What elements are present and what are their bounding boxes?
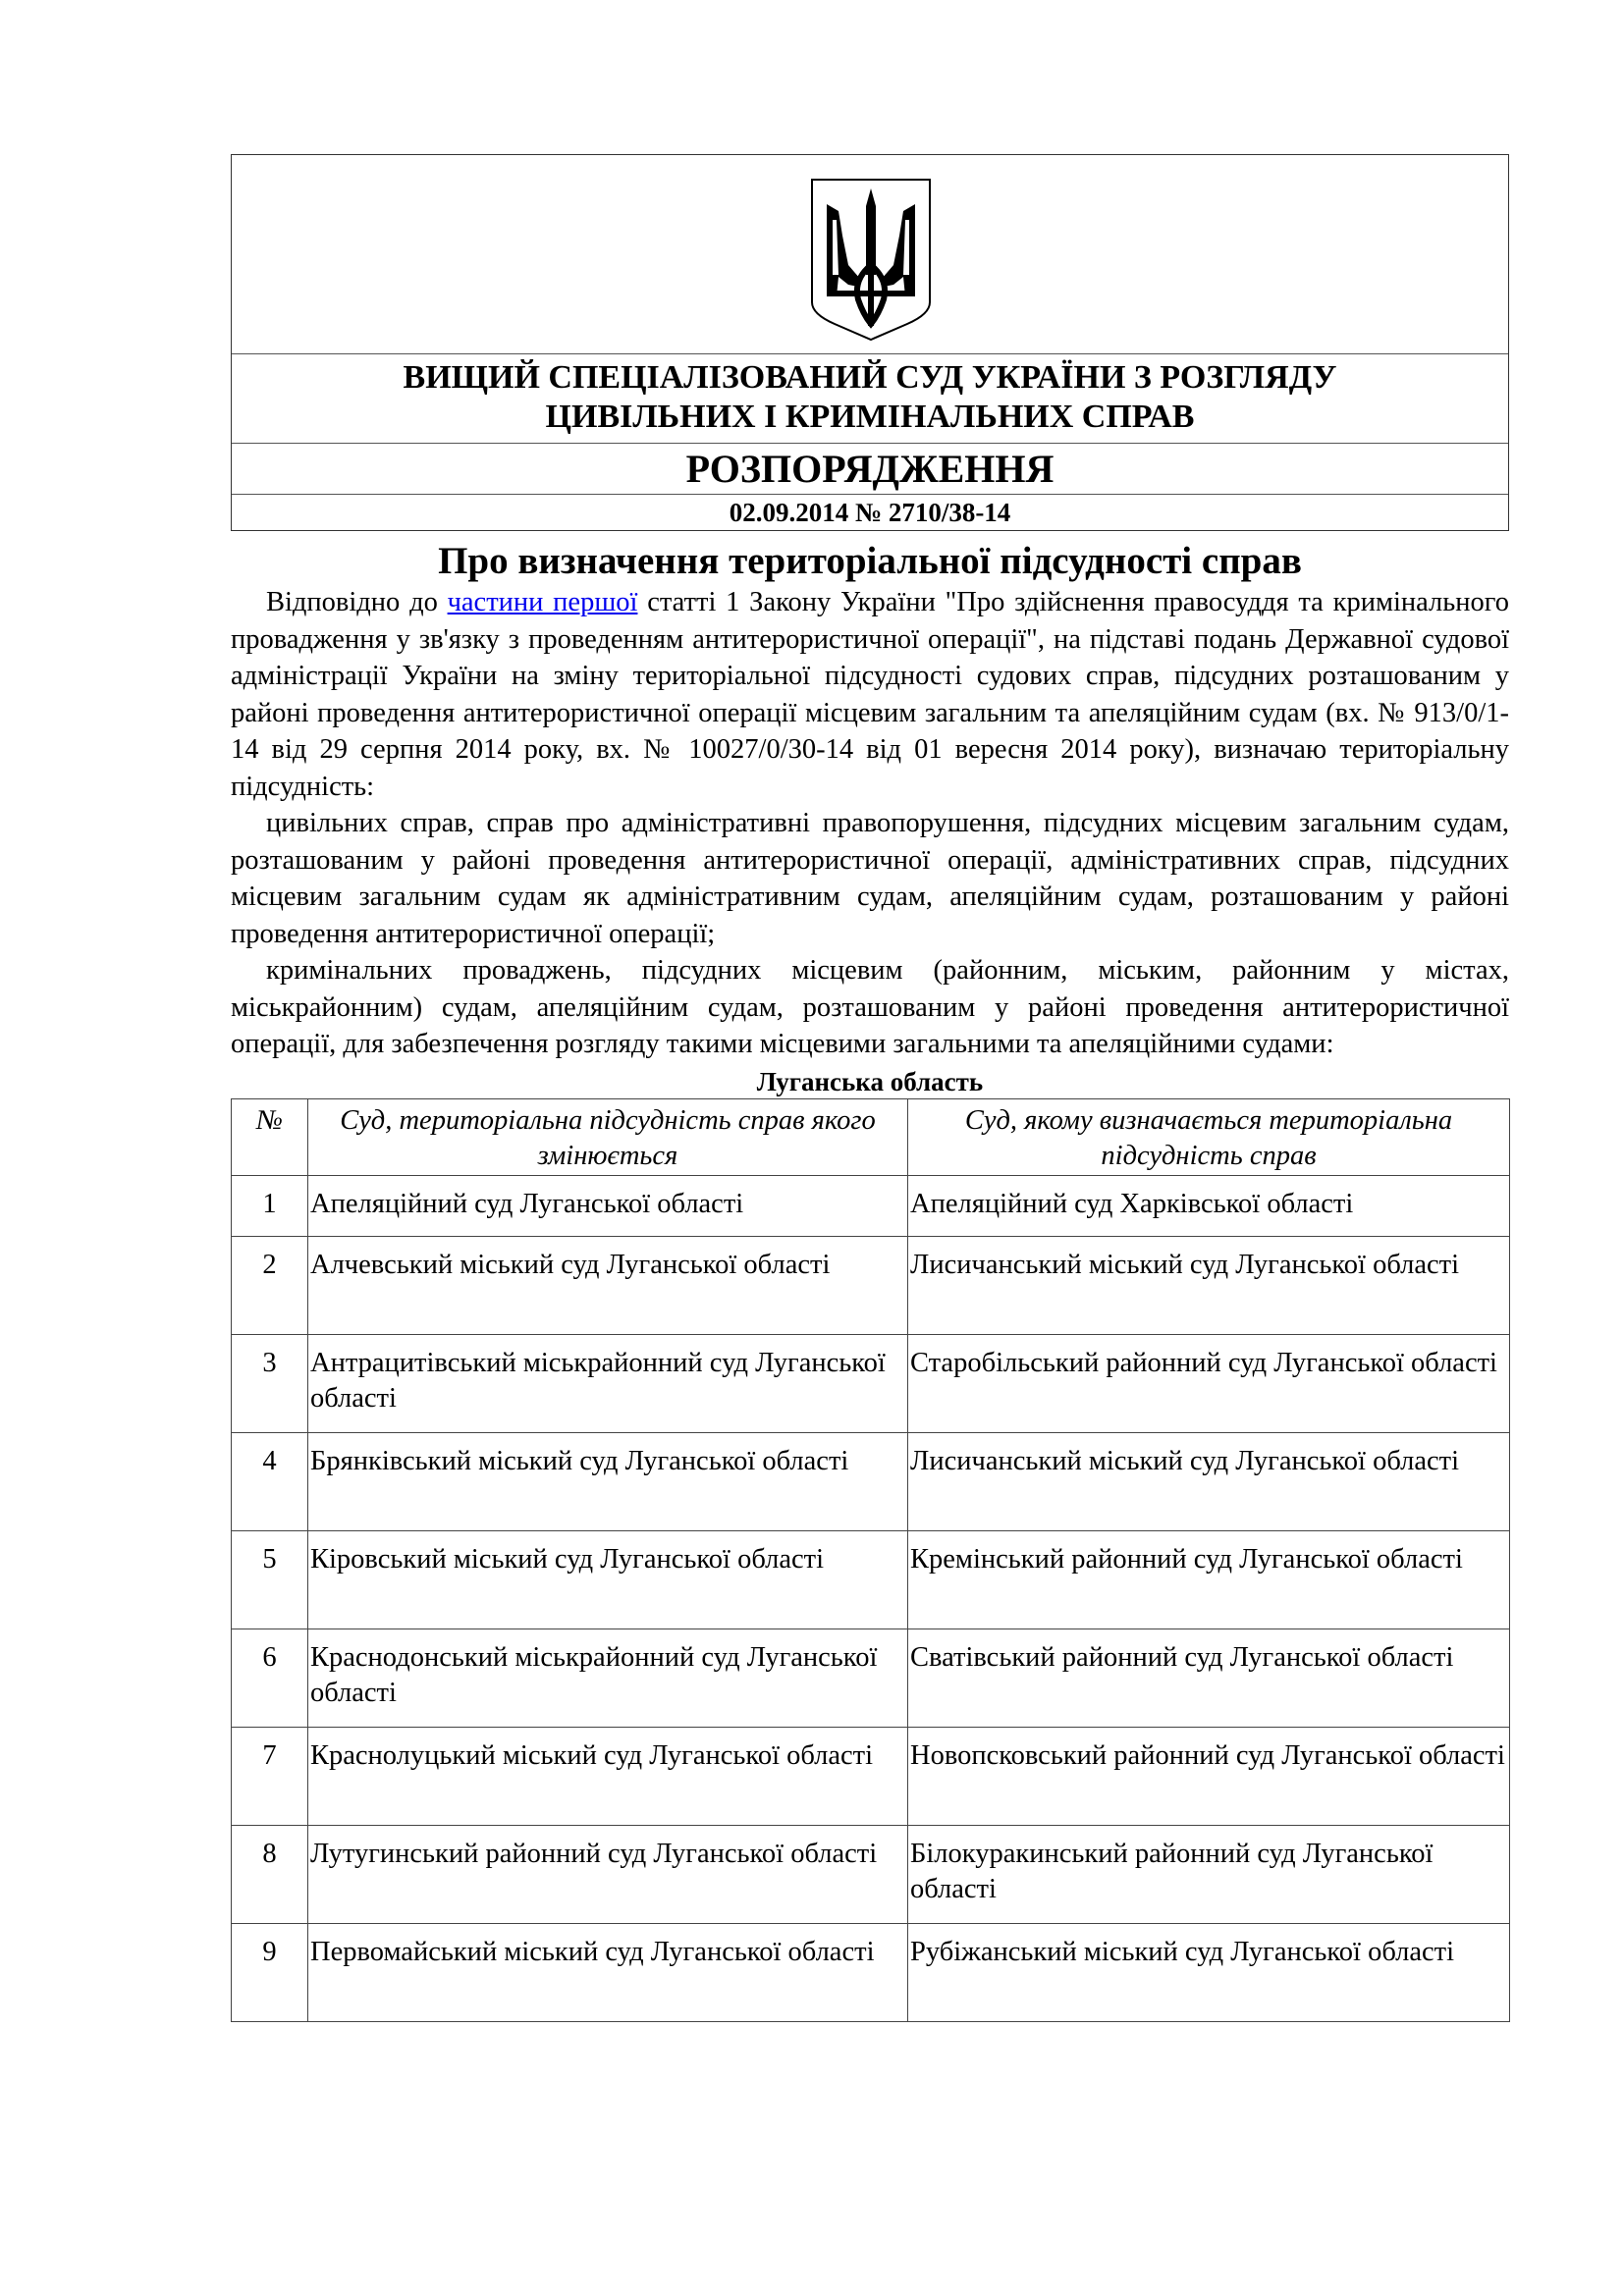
- row-number: 8: [232, 1825, 308, 1923]
- law-part-link[interactable]: частини першої: [447, 587, 638, 617]
- table-row: [232, 1432, 1510, 1530]
- court-name-line1: ВИЩИЙ СПЕЦІАЛІЗОВАНИЙ СУД УКРАЇНИ З РОЗГЛЯДУ: [403, 359, 1337, 396]
- table-row: [232, 1629, 1510, 1727]
- table-row: [232, 1236, 1510, 1334]
- to-court: Лисичанський міський суд Луганської області: [908, 1432, 1510, 1530]
- paragraph-civil-cases: цивільних справ, справ про адміністративні правопорушення, підсудних місцевим загальним судам, розташованим у районі проведення антитерористичної операції, адміністративних справ, підсудних місцевим загальним судам як адміністративним судам, апеляційним судам, розташованим у районі проведення антитерористичної операції;: [231, 808, 1509, 949]
- from-court: Апеляційний суд Луганської області: [308, 1175, 908, 1236]
- to-court: Сватівський районний суд Луганської області: [908, 1629, 1510, 1727]
- coat-of-arms-icon: [809, 177, 933, 342]
- to-court: Лисичанський міський суд Луганської області: [908, 1236, 1510, 1334]
- from-court: Брянківський міський суд Луганської області: [308, 1432, 908, 1530]
- paragraph-criminal-cases: кримінальних проваджень, підсудних місцевим (районним, міським, районним у містах, міськрайонним) судам, апеляційним судам, розташованим у районі проведення антитерористичної операції, для забезпечення розгляду такими місцевими загальними та апеляційними судами:: [231, 955, 1509, 1059]
- paragraph-preamble: [231, 584, 1509, 805]
- preamble-text-start: Відповідно до: [266, 587, 448, 617]
- jurisdiction-table: [231, 1098, 1510, 2022]
- row-number: 5: [232, 1530, 308, 1629]
- to-court: Новопсковський районний суд Луганської області: [908, 1727, 1510, 1825]
- to-court: Апеляційний суд Харківської області: [908, 1175, 1510, 1236]
- from-court: Краснодонський міськрайонний суд Луганської області: [308, 1629, 908, 1727]
- document-header-box: [231, 154, 1509, 531]
- document-title: Про визначення територіальної підсудності справ: [438, 540, 1302, 582]
- region-heading: Луганська область: [756, 1066, 984, 1096]
- from-court: Краснолуцький міський суд Луганської області: [308, 1727, 908, 1825]
- court-name-line2: ЦИВІЛЬНИХ І КРИМІНАЛЬНИХ СПРАВ: [545, 399, 1195, 435]
- from-court: Лутугинський районний суд Луганської області: [308, 1825, 908, 1923]
- table-row: [232, 1825, 1510, 1923]
- document-date-number: 02.09.2014 № 2710/38-14: [232, 494, 1508, 530]
- header-to-court: Суд, якому визначається територіальна підсудність справ: [908, 1098, 1510, 1175]
- row-number: 4: [232, 1432, 308, 1530]
- preamble-text-end: статті 1 Закону України "Про здійснення правосуддя та кримінального провадження у зв'язку з проведенням антитерористичної операції", на підставі подань Державної судової адміністрації України на зміну територіальної підсудності судових справ, підсудних розташованим у районі проведення антитерористичної операції місцевим загальним та апеляційним судам (вх. № 913/0/1-14 від 29 серпня 2014 року, вх. № 10027/0/30-14 від 01 вересня 2014 року), визначаю територіальну підсудність:: [231, 587, 1509, 802]
- to-court: Рубіжанський міський суд Луганської області: [908, 1923, 1510, 2021]
- header-number: №: [232, 1098, 308, 1175]
- from-court: Алчевський міський суд Луганської області: [308, 1236, 908, 1334]
- document-page: [231, 154, 1509, 2022]
- table-header-row: [232, 1098, 1510, 1175]
- table-row: [232, 1334, 1510, 1432]
- from-court: Первомайський міський суд Луганської області: [308, 1923, 908, 2021]
- to-court: Кремінський районний суд Луганської області: [908, 1530, 1510, 1629]
- emblem-row: [232, 155, 1508, 353]
- row-number: 2: [232, 1236, 308, 1334]
- from-court: Антрацитівський міськрайонний суд Луганської області: [308, 1334, 908, 1432]
- court-name: [232, 353, 1508, 443]
- header-from-court: Суд, територіальна підсудність справ якого змінюється: [308, 1098, 908, 1175]
- to-court: Білокуракинський районний суд Луганської області: [908, 1825, 1510, 1923]
- document-type: РОЗПОРЯДЖЕННЯ: [232, 443, 1508, 494]
- table-row: [232, 1727, 1510, 1825]
- row-number: 1: [232, 1175, 308, 1236]
- row-number: 7: [232, 1727, 308, 1825]
- table-row: [232, 1923, 1510, 2021]
- row-number: 6: [232, 1629, 308, 1727]
- table-row: [232, 1530, 1510, 1629]
- table-row: [232, 1175, 1510, 1236]
- row-number: 3: [232, 1334, 308, 1432]
- row-number: 9: [232, 1923, 308, 2021]
- from-court: Кіровський міський суд Луганської області: [308, 1530, 908, 1629]
- to-court: Старобільський районний суд Луганської області: [908, 1334, 1510, 1432]
